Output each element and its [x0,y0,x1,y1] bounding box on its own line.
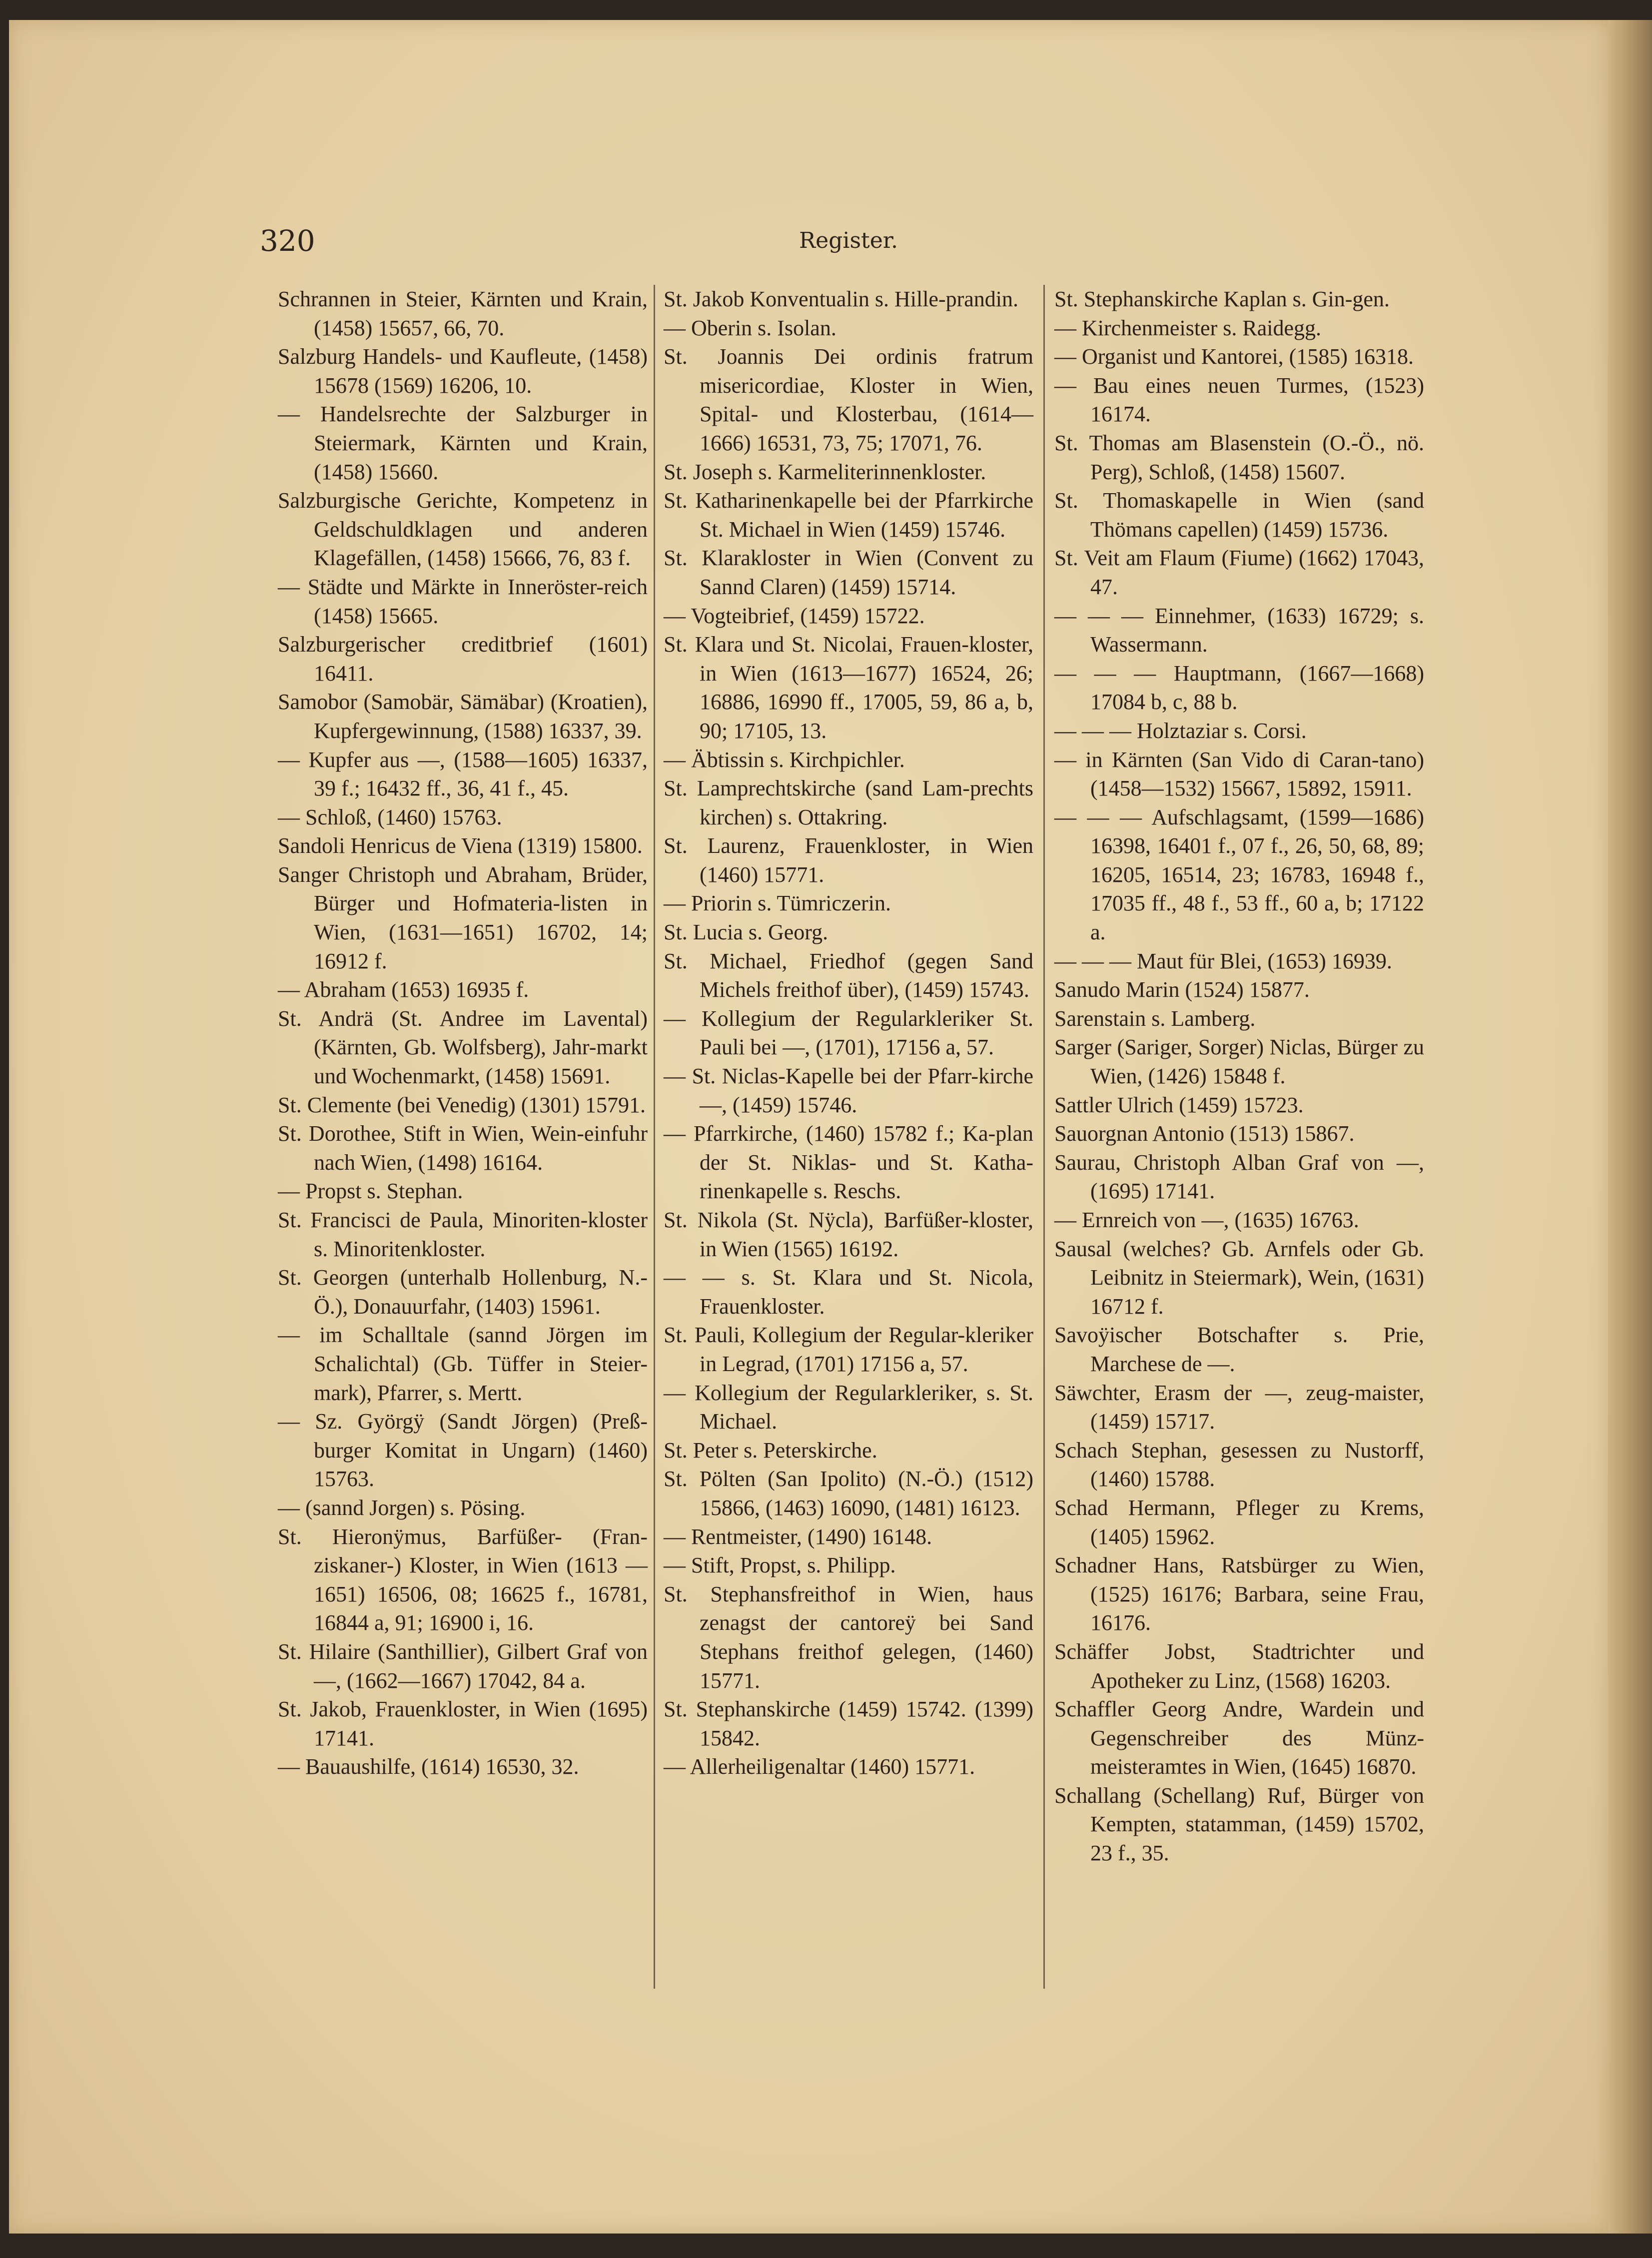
index-entry: Samobor (Samobär, Sämäbar) (Kroatien), Kupfergewinnung, (1588) 16337, 39. [278,690,648,743]
index-entry: Saurau, Christoph Alban Graf von —, (1695) 17141. [1054,1150,1424,1204]
book-spine [1608,20,1652,2234]
index-entry: St. Stephansfreithof in Wien, haus zenagst der cantoreÿ bei Sand Stephans freithof gelegen, (1460) 15771. [664,1581,1033,1693]
index-entry: — Vogteibrief, (1459) 15722. [664,603,925,628]
index-entry: — Bauaushilfe, (1614) 16530, 32. [278,1754,579,1779]
index-entry: — Allerheiligenaltar (1460) 15771. [664,1754,975,1779]
index-entry: — Kupfer aus —, (1588—1605) 16337, 39 f.; 16432 ff., 36, 41 f., 45. [278,747,648,801]
running-head: Register. [799,228,898,253]
index-entry: Schad Hermann, Pfleger zu Krems, (1405) 15962. [1054,1495,1424,1549]
index-entry: St. Georgen (unterhalb Hollenburg, N.-Ö.), Donauurfahr, (1403) 15961. [278,1265,648,1319]
index-entry: St. Pauli, Kollegium der Regular-kleriker in Legrad, (1701) 17156 a, 57. [664,1323,1033,1376]
index-entry: — — — Aufschlagsamt, (1599—1686) 16398, 16401 f., 07 f., 26, 50, 68, 89; 16205, 16514, 23; 16783, 16948 f., 17035 ff., 48 f., 53 ff., 60 a, b; 17122 a. [1054,804,1424,945]
index-column-3 [1054,285,1424,1868]
index-entry: Sattler Ulrich (1459) 15723. [1054,1092,1304,1117]
index-entry: St. Thomas am Blasenstein (O.-Ö., nö. Perg), Schloß, (1458) 15607. [1054,430,1424,484]
index-entry: — Organist und Kantorei, (1585) 16318. [1054,344,1414,369]
index-entry: St. Francisci de Paula, Minoriten-kloster s. Minoritenkloster. [278,1208,648,1261]
index-entry: — Sz. Györgÿ (Sandt Jörgen) (Preß-burger Komitat in Ungarn) (1460) 15763. [278,1409,648,1492]
index-entry: — Kollegium der Regularkleriker, s. St. Michael. [664,1380,1033,1434]
index-entry: St. Stephanskirche (1459) 15742. (1399) 15842. [664,1697,1033,1750]
index-entry: Sandoli Henricus de Viena (1319) 15800. [278,833,643,858]
index-entry: St. Michael, Friedhof (gegen Sand Michels freithof über), (1459) 15743. [664,948,1033,1002]
index-entry: Schäffer Jobst, Stadtrichter und Apotheker zu Linz, (1568) 16203. [1054,1639,1424,1693]
index-entry: Savoÿischer Botschafter s. Prie, Marchese de —. [1054,1323,1424,1376]
index-entry: — Bau eines neuen Turmes, (1523) 16174. [1054,373,1424,427]
index-entry: Sanudo Marin (1524) 15877. [1054,977,1310,1002]
index-entry: Schallang (Schellang) Ruf, Bürger von Kempten, statamman, (1459) 15702, 23 f., 35. [1054,1783,1424,1866]
index-entry: Salzburgische Gerichte, Kompetenz in Geldschuldklagen und anderen Klagefällen, (1458) 15666, 76, 83 f. [278,488,648,571]
index-column-2 [664,285,1033,1781]
index-entry: Schrannen in Steier, Kärnten und Krain, (1458) 15657, 66, 70. [278,287,648,340]
page-header [9,224,1608,264]
index-entry: St. Veit am Flaum (Fiume) (1662) 17043, 47. [1054,546,1424,599]
index-entry: St. Klara und St. Nicolai, Frauen-kloster, in Wien (1613—1677) 16524, 26; 16886, 16990 ff., 17005, 59, 86 a, b, 90; 17105, 13. [664,632,1033,743]
index-entry: St. Hilaire (Santhillier), Gilbert Graf von —, (1662—1667) 17042, 84 a. [278,1639,648,1693]
index-entry: — Abraham (1653) 16935 f. [278,977,529,1002]
index-entry: Schach Stephan, gesessen zu Nustorff, (1460) 15788. [1054,1438,1424,1492]
book-page [9,20,1608,2234]
index-entry: Sausal (welches? Gb. Arnfels oder Gb. Leibnitz in Steiermark), Wein, (1631) 16712 f. [1054,1236,1424,1319]
index-entry: — Rentmeister, (1490) 16148. [664,1524,932,1549]
index-entry: — Städte und Märkte in Inneröster-reich (1458) 15665. [278,574,648,628]
index-entry: St. Dorothee, Stift in Wien, Wein-einfuhr nach Wien, (1498) 16164. [278,1121,648,1175]
index-entry: — St. Niclas-Kapelle bei der Pfarr-kirche —, (1459) 15746. [664,1064,1033,1117]
index-entry: — Stift, Propst, s. Philipp. [664,1553,896,1578]
index-entry: — Äbtissin s. Kirchpichler. [664,747,905,772]
index-entry: — Oberin s. Isolan. [664,315,836,340]
index-entry: Schaffler Georg Andre, Wardein und Gegenschreiber des Münz-meisteramtes in Wien, (1645) 16870. [1054,1697,1424,1779]
index-entry: St. Pölten (San Ipolito) (N.-Ö.) (1512) 15866, (1463) 16090, (1481) 16123. [664,1467,1033,1520]
index-entry: St. Nikola (St. Nÿcla), Barfüßer-kloster, in Wien (1565) 16192. [664,1208,1033,1261]
index-entry: — in Kärnten (San Vido di Caran-tano) (1458—1532) 15667, 15892, 15911. [1054,747,1424,801]
index-entry: St. Stephanskirche Kaplan s. Gin-gen. [1054,287,1390,311]
index-entry: St. Lucia s. Georg. [664,920,828,945]
index-entry: Salzburg Handels- und Kaufleute, (1458) 15678 (1569) 16206, 10. [278,344,648,398]
index-entry: — Propst s. Stephan. [278,1179,463,1204]
index-entry: St. Klarakloster in Wien (Convent zu Sannd Claren) (1459) 15714. [664,546,1033,599]
index-entry: — — s. St. Klara und St. Nicola, Frauenkloster. [664,1265,1033,1319]
index-entry: — Kollegium der Regularkleriker St. Pauli bei —, (1701), 17156 a, 57. [664,1006,1033,1060]
index-entry: St. Jakob, Frauenkloster, in Wien (1695) 17141. [278,1697,648,1750]
index-entry: St. Katharinenkapelle bei der Pfarrkirche St. Michael in Wien (1459) 15746. [664,488,1033,542]
index-entry: Sanger Christoph und Abraham, Brüder, Bürger und Hofmateria-listen in Wien, (1631—1651) 16702, 14; 16912 f. [278,862,648,973]
page-number: 320 [260,224,315,258]
index-entry: St. Jakob Konventualin s. Hille-prandin. [664,287,1019,311]
index-entry: St. Hieronÿmus, Barfüßer- (Fran-ziskaner-) Kloster, in Wien (1613 —1651) 16506, 08; 16625 f., 16781, 16844 a, 91; 16900 i, 16. [278,1524,648,1635]
index-entry: — — — Holztaziar s. Corsi. [1054,718,1307,743]
index-entry: St. Clemente (bei Venedig) (1301) 15791. [278,1092,646,1117]
column-rule-2 [1043,285,1045,1989]
index-entry: — — — Einnehmer, (1633) 16729; s. Wassermann. [1054,603,1424,657]
index-entry: St. Lamprechtskirche (sand Lam-prechts kirchen) s. Ottakring. [664,776,1033,829]
index-entry: — Kirchenmeister s. Raidegg. [1054,315,1321,340]
index-entry: — Ernreich von —, (1635) 16763. [1054,1208,1359,1232]
column-rule-1 [654,285,655,1989]
index-entry: — Schloß, (1460) 15763. [278,804,502,829]
index-entry: — Priorin s. Tümriczerin. [664,891,891,916]
index-entry: Schadner Hans, Ratsbürger zu Wien, (1525) 16176; Barbara, seine Frau, 16176. [1054,1553,1424,1635]
index-entry: St. Peter s. Peterskirche. [664,1438,877,1463]
index-entry: Sarenstain s. Lamberg. [1054,1006,1256,1031]
index-entry: St. Joannis Dei ordinis fratrum misericordiae, Kloster in Wien, Spital- und Klosterbau, (1614—1666) 16531, 73, 75; 17071, 76. [664,344,1033,455]
index-entry: Säwchter, Erasm der —, zeug-maister, (1459) 15717. [1054,1380,1424,1434]
index-entry: St. Andrä (St. Andree im Lavental) (Kärnten, Gb. Wolfsberg), Jahr-markt und Wochenmarkt, (1458) 15691. [278,1006,648,1089]
index-column-1 [278,285,648,1781]
index-entry: Sarger (Sariger, Sorger) Niclas, Bürger zu Wien, (1426) 15848 f. [1054,1035,1424,1089]
index-entry: — — — Hauptmann, (1667—1668) 17084 b, c, 88 b. [1054,661,1424,715]
index-entry: Sauorgnan Antonio (1513) 15867. [1054,1121,1355,1146]
index-entry: — Handelsrechte der Salzburger in Steiermark, Kärnten und Krain, (1458) 15660. [278,402,648,484]
index-entry: — — — Maut für Blei, (1653) 16939. [1054,948,1392,973]
index-entry: — im Schalltale (sannd Jörgen im Schalichtal) (Gb. Tüffer in Steier-mark), Pfarrer, s. Mertt. [278,1323,648,1405]
index-entry: St. Laurenz, Frauenkloster, in Wien (1460) 15771. [664,833,1033,887]
index-entry: — Pfarrkirche, (1460) 15782 f.; Ka-plan der St. Niklas- und St. Katha-rinenkapelle s. Reschs. [664,1121,1033,1204]
index-entry: St. Joseph s. Karmeliterinnenkloster. [664,459,986,484]
index-entry: — (sannd Jorgen) s. Pösing. [278,1495,526,1520]
index-entry: Salzburgerischer creditbrief (1601) 16411. [278,632,648,686]
index-entry: St. Thomaskapelle in Wien (sand Thömans capellen) (1459) 15736. [1054,488,1424,542]
